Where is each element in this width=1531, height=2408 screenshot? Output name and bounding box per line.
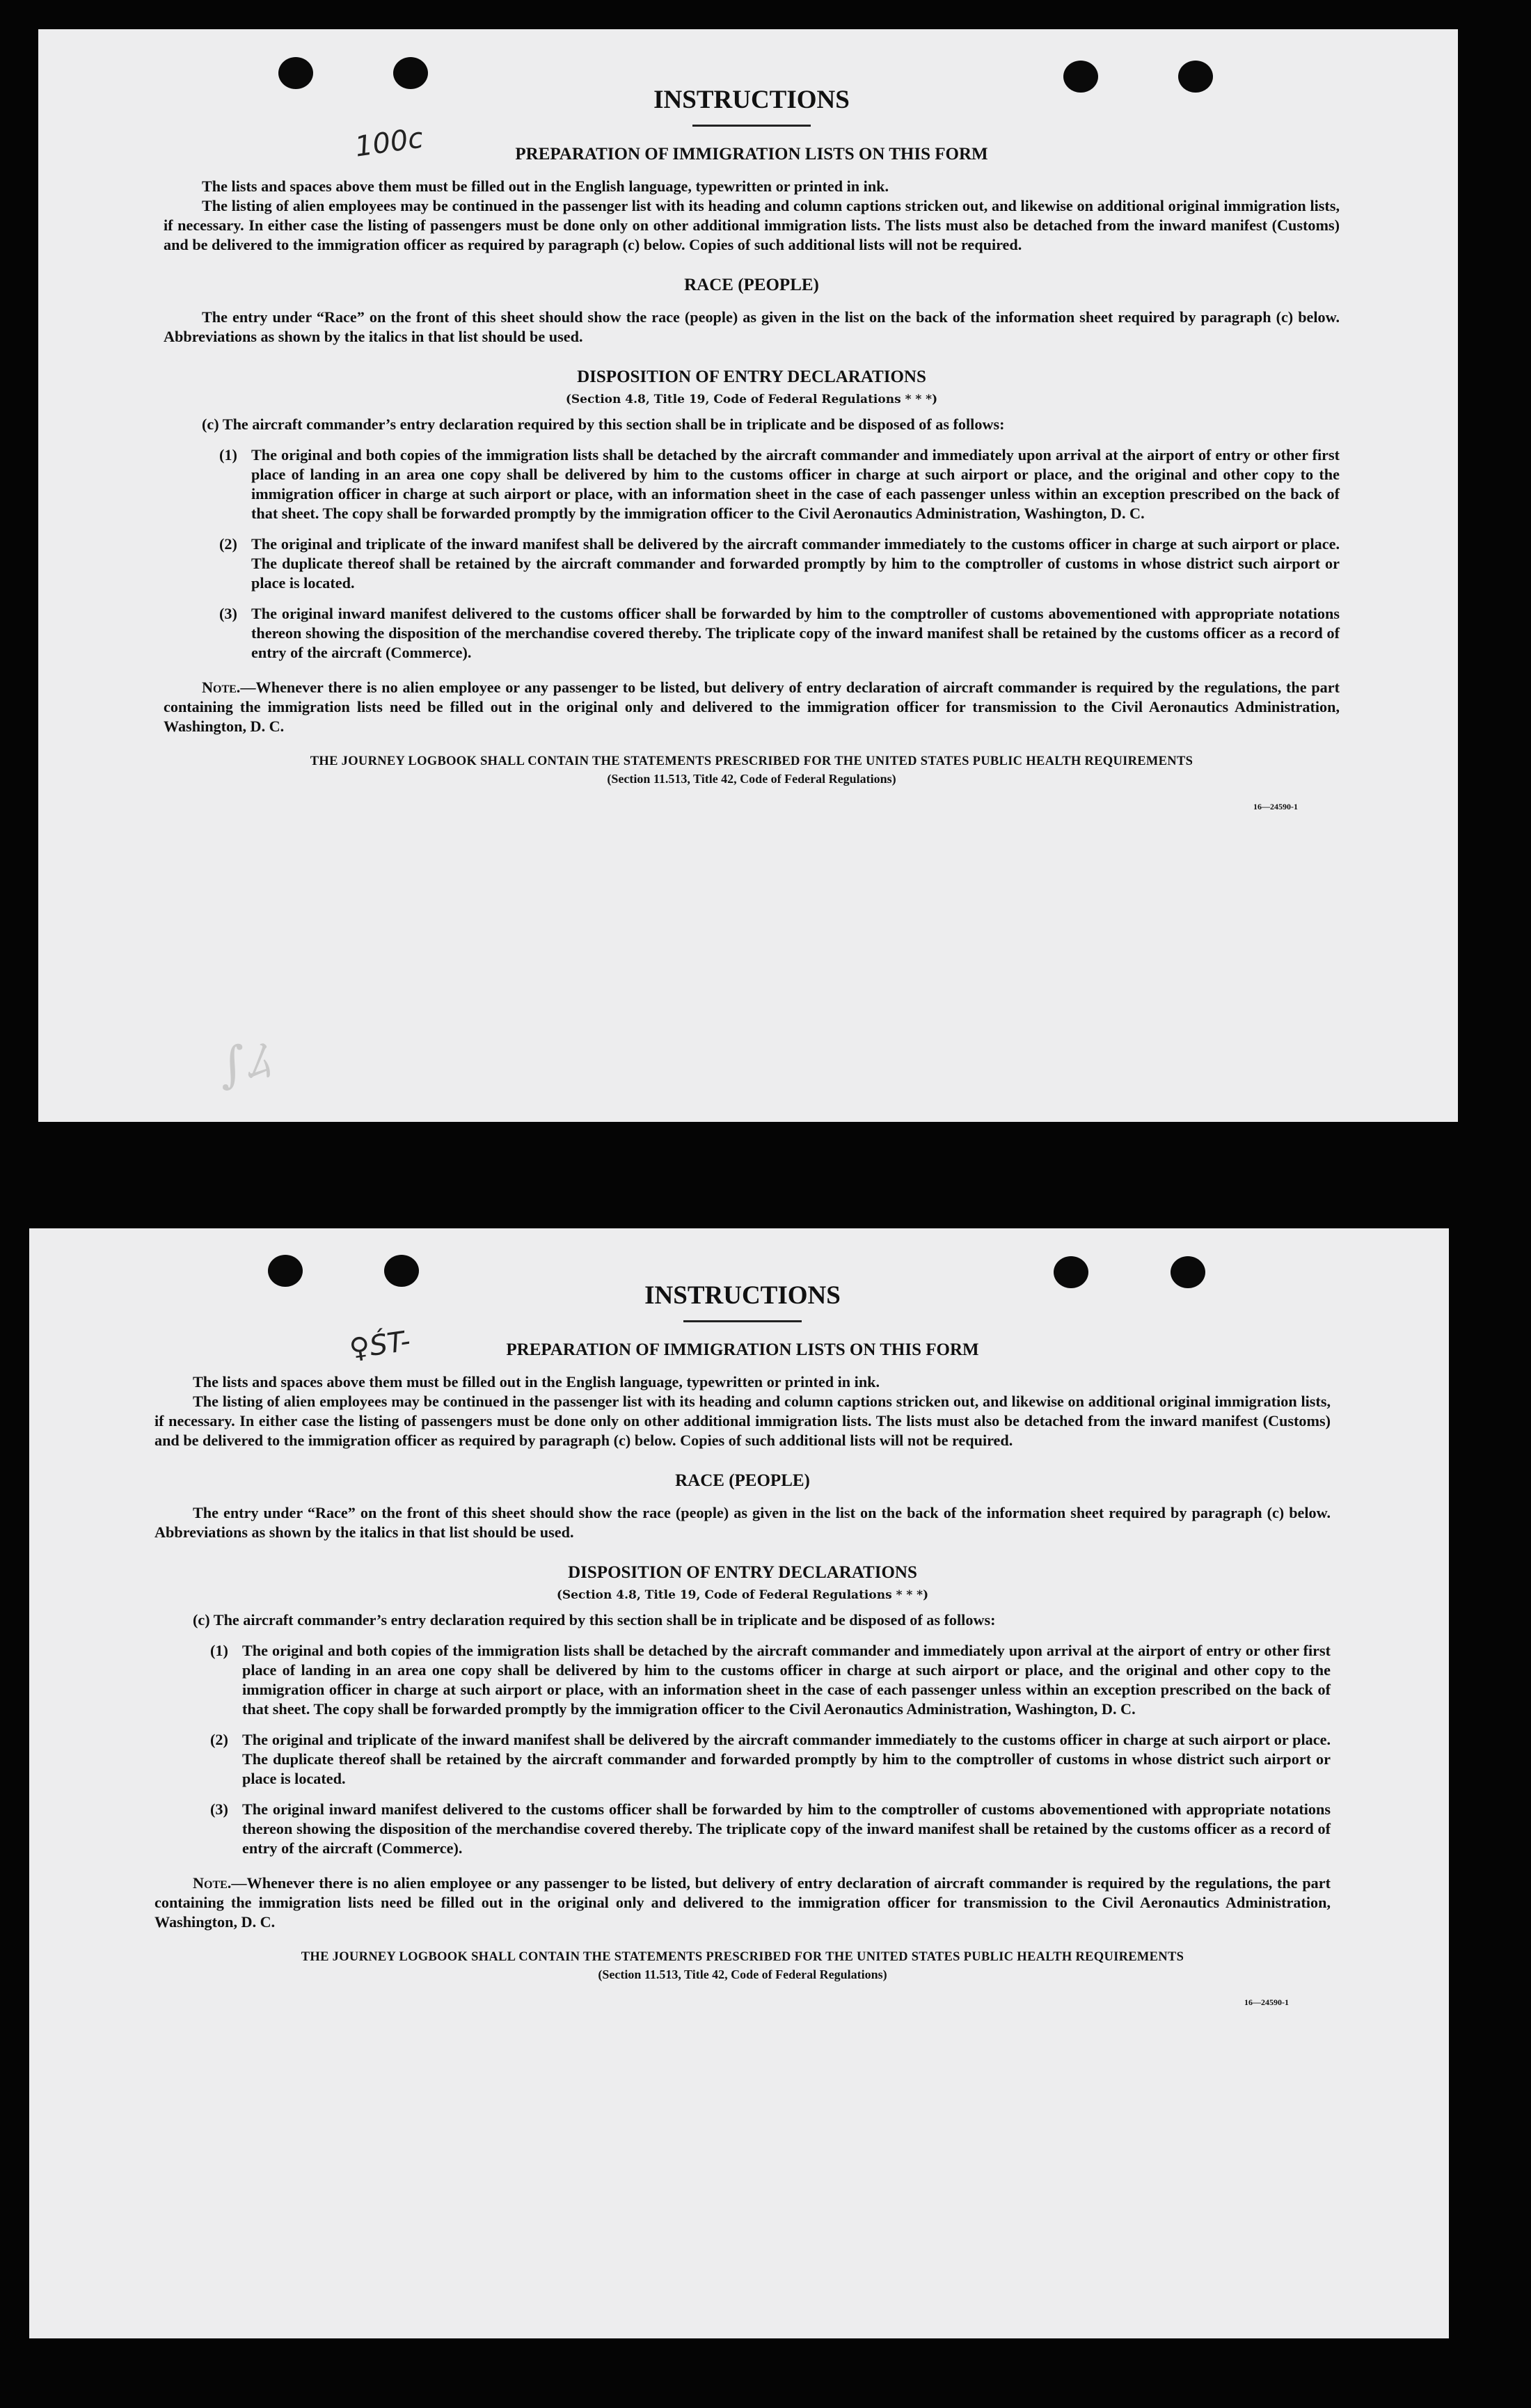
note-paragraph (164, 678, 1340, 736)
page-title: INSTRUCTIONS (653, 86, 850, 114)
note-label: Note. (202, 679, 241, 696)
item-text: The original and both copies of the immigration lists shall be detached by the aircraft commander and immediately upon arrival at the airport of entry or other first place of landing in an area one copy shall be delivered by him to the customs officer in charge at such airport or place, and the original and other copy to the immigration officer in charge at such airport or place, with an information sheet in the case of each passenger unless within an exception prescribed on the back of that sheet. The copy shall be forwarded promptly by the immigration officer to the Civil Aeronautics Administration, Washington, D. C. (242, 1642, 1331, 1718)
sheet-content (154, 1281, 1331, 2008)
list-item (219, 445, 1340, 523)
paragraph-race: The entry under “Race” on the front of this sheet should show the race (people) as given in the list on the back of the information sheet required by paragraph (c) below. Abbreviations as shown by the italics in that list should be used. (164, 308, 1340, 345)
item-number: (3) (210, 1800, 228, 1818)
note-text: —Whenever there is no alien employee or any passenger to be listed, but delivery of entry declaration of aircraft commander is required by the regulations, the part containing the immigration lists need be filled out in the original only and delivered to the immigration officer for transmission to the Civil Aeronautics Administration, Washington, D. C. (154, 1874, 1331, 1931)
heading-preparation: PREPARATION OF IMMIGRATION LISTS ON THIS FORM (515, 145, 988, 164)
instruction-sheet-bottom (29, 1228, 1449, 2338)
citation-section-4-8: (Section 4.8, Title 19, Code of Federal Regulations * * *) (556, 1588, 929, 1602)
item-text: The original and triplicate of the inward manifest shall be delivered by the aircraft commander immediately to the customs officer in charge at such airport or place. The duplicate thereof shall be retained by the aircraft commander and forwarded promptly by him to the comptroller of customs in whose district such airport or place is located. (251, 535, 1340, 592)
citation-section-4-8: (Section 4.8, Title 19, Code of Federal Regulations * * *) (565, 393, 938, 406)
list-item (219, 534, 1340, 593)
note-label: Note. (193, 1874, 232, 1892)
paragraph-english-language: The lists and spaces above them must be filled out in the English language, typewritten or printed in ink. (202, 177, 889, 195)
title-rule (683, 1320, 802, 1322)
logbook-requirement: THE JOURNEY LOGBOOK SHALL CONTAIN THE STATEMENTS PRESCRIBED FOR THE UNITED STATES PUBLIC HEALTH REQUIREMENTS (301, 1950, 1184, 1964)
handwritten-mark: 100c (353, 122, 426, 164)
item-number: (2) (219, 535, 237, 553)
citation-section-11-513: (Section 11.513, Title 42, Code of Federal Regulations) (598, 1967, 887, 1981)
sheet-content (164, 85, 1340, 812)
paragraph-c: (c) The aircraft commander’s entry declaration required by this section shall be in triplicate and be disposed of as follows: (193, 1611, 996, 1629)
item-number: (1) (219, 446, 237, 464)
citation-section-11-513: (Section 11.513, Title 42, Code of Federal Regulations) (607, 772, 896, 786)
note-paragraph (154, 1874, 1331, 1932)
heading-disposition: DISPOSITION OF ENTRY DECLARATIONS (568, 1563, 917, 1582)
paragraph-race: The entry under “Race” on the front of this sheet should show the race (people) as given in the list on the back of the information sheet required by paragraph (c) below. Abbreviations as shown by the italics in that list should be used. (154, 1504, 1331, 1541)
list-item (210, 1800, 1331, 1858)
list-item (210, 1730, 1331, 1789)
note-text: —Whenever there is no alien employee or any passenger to be listed, but delivery of entry declaration of aircraft commander is required by the regulations, the part containing the immigration lists need be filled out in the original only and delivered to the immigration officer for transmission to the Civil Aeronautics Administration, Washington, D. C. (164, 679, 1340, 735)
item-text: The original inward manifest delivered to the customs officer shall be forwarded by him to the comptroller of customs abovementioned with appropriate notations thereon showing the disposition of the merchandise covered thereby. The triplicate copy of the inward manifest shall be retained by the customs officer as a record of entry of the aircraft (Commerce). (251, 605, 1340, 661)
item-text: The original and both copies of the immigration lists shall be detached by the aircraft commander and immediately upon arrival at the airport of entry or other first place of landing in an area one copy shall be delivered by him to the customs officer in charge at such airport or place, and the original and other copy to the immigration officer in charge at such airport or place, with an information sheet in the case of each passenger unless within an exception prescribed on the back of that sheet. The copy shall be forwarded promptly by the immigration officer to the Civil Aeronautics Administration, Washington, D. C. (251, 446, 1340, 522)
faint-signature-bleedthrough: ∫ﾑ (217, 1033, 272, 1094)
page-title: INSTRUCTIONS (644, 1281, 841, 1310)
heading-race: RACE (PEOPLE) (675, 1471, 810, 1490)
item-number: (3) (219, 605, 237, 622)
item-number: (2) (210, 1731, 228, 1748)
list-item (219, 604, 1340, 663)
instruction-sheet-top (38, 29, 1458, 1122)
logbook-requirement: THE JOURNEY LOGBOOK SHALL CONTAIN THE STATEMENTS PRESCRIBED FOR THE UNITED STATES PUBLIC HEALTH REQUIREMENTS (310, 754, 1193, 768)
form-number: 16—24590-1 (1244, 1997, 1289, 2007)
item-text: The original and triplicate of the inward manifest shall be delivered by the aircraft commander immediately to the customs officer in charge at such airport or place. The duplicate thereof shall be retained by the aircraft commander and forwarded promptly by him to the comptroller of customs in whose district such airport or place is located. (242, 1731, 1331, 1787)
list-item (210, 1641, 1331, 1719)
paragraph-alien-employees: The listing of alien employees may be continued in the passenger list with its heading and column captions stricken out, and likewise on additional original immigration lists, if necessary. In either case the listing of passengers must be done only on other additional immigration lists. The lists must also be detached from the inward manifest (Customs) and be delivered to the immigration officer as required by paragraph (c) below. Copies of such additional lists will not be required. (154, 1393, 1331, 1449)
handwritten-mark: ♀ŚT- (347, 1325, 413, 1365)
heading-race: RACE (PEOPLE) (684, 276, 819, 294)
item-number: (1) (210, 1642, 228, 1659)
paragraph-c: (c) The aircraft commander’s entry declaration required by this section shall be in triplicate and be disposed of as follows: (202, 415, 1005, 433)
form-number: 16—24590-1 (1253, 802, 1298, 811)
item-text: The original inward manifest delivered to the customs officer shall be forwarded by him to the comptroller of customs abovementioned with appropriate notations thereon showing the disposition of the merchandise covered thereby. The triplicate copy of the inward manifest shall be retained by the customs officer as a record of entry of the aircraft (Commerce). (242, 1800, 1331, 1857)
title-rule (692, 125, 811, 127)
paragraph-english-language: The lists and spaces above them must be filled out in the English language, typewritten or printed in ink. (193, 1373, 880, 1391)
heading-preparation: PREPARATION OF IMMIGRATION LISTS ON THIS FORM (506, 1340, 979, 1359)
paragraph-alien-employees: The listing of alien employees may be continued in the passenger list with its heading and column captions stricken out, and likewise on additional original immigration lists, if necessary. In either case the listing of passengers must be done only on other additional immigration lists. The lists must also be detached from the inward manifest (Customs) and be delivered to the immigration officer as required by paragraph (c) below. Copies of such additional lists will not be required. (164, 197, 1340, 253)
heading-disposition: DISPOSITION OF ENTRY DECLARATIONS (577, 367, 926, 386)
